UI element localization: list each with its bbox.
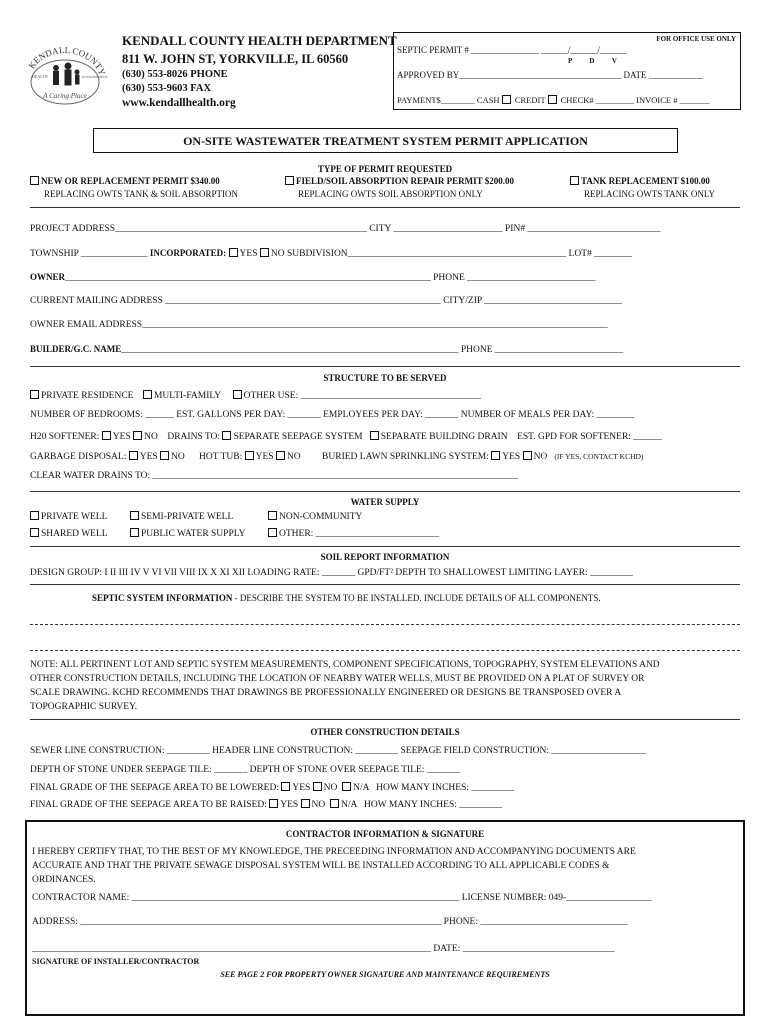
- builder-label: BUILDER/G.C. NAME: [30, 344, 122, 354]
- raised-label: FINAL GRADE OF THE SEEPAGE AREA TO BE RAISED:: [30, 800, 267, 810]
- private-residence-label: PRIVATE RESIDENCE: [41, 391, 134, 401]
- non-community-label: NON-COMMUNITY: [279, 512, 363, 522]
- shared-well-label: SHARED WELL: [41, 529, 108, 539]
- hottub-label: HOT TUB:: [199, 452, 243, 462]
- raised-na-checkbox[interactable]: [330, 799, 339, 808]
- septic-info-instruction: - DESCRIBE THE SYSTEM TO BE INSTALLED. INCLUDE DETAILS OF ALL COMPONENTS.: [232, 593, 601, 603]
- construction-heading: OTHER CONSTRUCTION DETAILS: [310, 727, 460, 737]
- separate-drain-label: SEPARATE BUILDING DRAIN: [380, 432, 508, 442]
- raised-inches-field[interactable]: HOW MANY INCHES: _________: [363, 800, 502, 810]
- certify-line-2: ACCURATE AND THAT THE PRIVATE SEWAGE DISPOSAL SYSTEM WILL BE INSTALLED ACCORDING TO ALL APPLICABLE CODES &: [32, 861, 610, 871]
- softener-no-checkbox[interactable]: [133, 431, 142, 440]
- water-supply-heading: WATER SUPPLY: [350, 497, 420, 507]
- contractor-heading: CONTRACTOR INFORMATION & SIGNATURE: [285, 829, 485, 839]
- project-address-field[interactable]: PROJECT ADDRESS_____________________________________________________ CITY _______________________ PIN# ____________________________: [30, 224, 661, 234]
- subdivision-field[interactable]: SUBDIVISION______________________________________________ LOT# ________: [286, 249, 633, 259]
- raised-yes-checkbox[interactable]: [269, 799, 278, 808]
- township-field[interactable]: TOWNSHIP ______________: [30, 249, 148, 259]
- public-water-label: PUBLIC WATER SUPPLY: [141, 529, 246, 539]
- septic-description-line[interactable]: [30, 624, 740, 625]
- lowered-yes-checkbox[interactable]: [281, 782, 290, 791]
- hottub-yes-checkbox[interactable]: [245, 451, 254, 460]
- tank-permit-label: TANK REPLACEMENT $100.00: [581, 176, 710, 186]
- private-residence-checkbox[interactable]: [30, 390, 39, 399]
- logo-left-text: HEALTH: [32, 74, 48, 79]
- private-well-checkbox[interactable]: [30, 511, 39, 520]
- lowered-no-checkbox[interactable]: [313, 782, 322, 791]
- softener-gpd-field[interactable]: EST. GPD FOR SOFTENER: ______: [517, 432, 662, 442]
- mailing-address-field[interactable]: CURRENT MAILING ADDRESS __________________________________________________________ CITY/ZIP _____________________________: [30, 296, 622, 306]
- no-label: NO: [533, 452, 548, 462]
- structure-heading: STRUCTURE TO BE SERVED: [323, 373, 447, 383]
- see-page-2-note: SEE PAGE 2 FOR PROPERTY OWNER SIGNATURE AND MAINTENANCE REQUIREMENTS: [220, 970, 550, 979]
- lowered-label: FINAL GRADE OF THE SEEPAGE AREA TO BE LOWERED:: [30, 783, 279, 793]
- no-label: NO: [311, 800, 326, 810]
- lowered-inches-field[interactable]: HOW MANY INCHES: _________: [376, 783, 515, 793]
- na-label: N/A: [353, 783, 369, 793]
- tank-permit-desc: REPLACING OWTS TANK ONLY: [584, 189, 715, 199]
- logo-right-text: ENVIRONMENT: [82, 75, 108, 79]
- non-community-checkbox[interactable]: [268, 511, 277, 520]
- contact-note: (IF YES, CONTACT KCHD): [554, 452, 644, 461]
- softener-yes-checkbox[interactable]: [102, 431, 111, 440]
- agency-name: KENDALL COUNTY HEALTH DEPARTMENT: [122, 33, 397, 48]
- new-permit-label: NEW OR REPLACEMENT PERMIT $340.00: [41, 176, 220, 186]
- credit-label: CREDIT: [514, 95, 546, 105]
- line-construction-fields[interactable]: SEWER LINE CONSTRUCTION: _________ HEADER LINE CONSTRUCTION: _________ SEEPAGE FIELD CONSTRUCTION: ____________________: [30, 746, 647, 756]
- new-permit-desc: REPLACING OWTS TANK & SOIL ABSORPTION: [44, 189, 239, 199]
- sprinkler-no-checkbox[interactable]: [523, 451, 532, 460]
- separate-drain-checkbox[interactable]: [370, 431, 379, 440]
- drains-label: DRAINS TO:: [167, 432, 221, 442]
- certify-line-3: ORDINANCES.: [32, 875, 96, 885]
- repair-permit-desc: REPLACING OWTS SOIL ABSORPTION ONLY: [298, 189, 483, 199]
- pdv-labels: P D V: [568, 57, 617, 65]
- clear-water-field[interactable]: CLEAR WATER DRAINS TO: _____________________________________________________________________________: [30, 471, 519, 481]
- divider: [30, 491, 740, 492]
- garbage-label: GARBAGE DISPOSAL:: [30, 452, 127, 462]
- yes-label: YES: [280, 800, 299, 810]
- no-label: NO: [286, 452, 301, 462]
- other-use-field[interactable]: OTHER USE: ______________________________________: [243, 391, 482, 401]
- no-label: NO: [144, 432, 158, 442]
- form-title: ON-SITE WASTEWATER TREATMENT SYSTEM PERMIT APPLICATION: [93, 128, 678, 153]
- soil-heading: SOIL REPORT INFORMATION: [320, 552, 450, 562]
- garbage-yes-checkbox[interactable]: [129, 451, 138, 460]
- owner-field[interactable]: _____________________________________________________________________________ PHONE ___________________________: [65, 273, 596, 283]
- agency-website[interactable]: www.kendallhealth.org: [122, 97, 236, 109]
- garbage-no-checkbox[interactable]: [160, 451, 169, 460]
- credit-checkbox[interactable]: [548, 95, 557, 104]
- check-field[interactable]: CHECK# _________ INVOICE # _______: [560, 95, 710, 105]
- cash-checkbox[interactable]: [502, 95, 511, 104]
- water-other-checkbox[interactable]: [268, 528, 277, 537]
- yes-label: YES: [112, 432, 131, 442]
- semi-private-label: SEMI-PRIVATE WELL: [141, 512, 234, 522]
- bedrooms-line[interactable]: NUMBER OF BEDROOMS: ______ EST. GALLONS PER DAY: _______ EMPLOYEES PER DAY: _______ NUMBER OF MEALS PER DAY: ________: [30, 410, 635, 420]
- builder-field[interactable]: _______________________________________________________________________ PHONE ___________________________: [121, 345, 624, 355]
- divider: [30, 719, 740, 720]
- raised-no-checkbox[interactable]: [301, 799, 310, 808]
- tank-permit-checkbox[interactable]: [570, 176, 579, 185]
- water-other-field[interactable]: OTHER: __________________________: [279, 529, 440, 539]
- incorporated-no-checkbox[interactable]: [260, 248, 269, 257]
- agency-fax: (630) 553-9603 FAX: [122, 83, 212, 94]
- separate-seepage-checkbox[interactable]: [222, 431, 231, 440]
- note-line-1: NOTE: ALL PERTINENT LOT AND SEPTIC SYSTEM MEASUREMENTS, COMPONENT SPECIFICATIONS, TOPOGRAPHY, SYSTEM ELEVATIONS AND: [30, 660, 660, 670]
- owner-email-field[interactable]: OWNER EMAIL ADDRESS__________________________________________________________________________________________________: [30, 320, 608, 330]
- agency-address: 811 W. JOHN ST, YORKVILLE, IL 60560: [122, 52, 349, 66]
- no-label: NO: [270, 249, 285, 259]
- contractor-address-field[interactable]: ADDRESS: ____________________________________________________________________________ PHONE: _______________________________: [32, 917, 628, 927]
- septic-info-heading: SEPTIC SYSTEM INFORMATION: [92, 593, 233, 603]
- county-logo: [22, 36, 108, 106]
- logo-arc-text: KENDALL COUNTY: [26, 44, 108, 77]
- yes-label: YES: [502, 452, 521, 462]
- na-label: N/A: [341, 800, 357, 810]
- note-line-4: TOPOGRAPHIC SURVEY.: [30, 702, 138, 712]
- repair-permit-checkbox[interactable]: [285, 176, 294, 185]
- separate-seepage-label: SEPARATE SEEPAGE SYSTEM: [233, 432, 363, 442]
- agency-phone: (630) 553-8026 PHONE: [122, 69, 228, 80]
- signature-label: SIGNATURE OF INSTALLER/CONTRACTOR: [32, 957, 200, 966]
- softener-label: H20 SOFTENER:: [30, 432, 100, 442]
- sprinkler-label: BURIED LAWN SPRINKLING SYSTEM:: [322, 452, 489, 462]
- divider: [30, 546, 740, 547]
- note-line-2: OTHER CONSTRUCTION DETAILS, INCLUDING THE LOCATION OF NEARBY WATER WELLS, MUST BE PROVIDED ON A PLAT OF SURVEY OR: [30, 674, 645, 684]
- office-use-box: [393, 32, 741, 110]
- divider: [30, 207, 740, 208]
- yes-label: YES: [239, 249, 258, 259]
- incorporated-yes-checkbox[interactable]: [229, 248, 238, 257]
- note-line-3: SCALE DRAWING. KCHD RECOMMENDS THAT DRAWINGS BE PROFESSIONALLY ENGINEERED OR DESIGNS BE TRANSPOSED OVER A: [30, 688, 622, 698]
- private-well-label: PRIVATE WELL: [41, 512, 108, 522]
- no-label: NO: [171, 452, 185, 462]
- sprinkler-yes-checkbox[interactable]: [491, 451, 500, 460]
- certify-line-1: I HEREBY CERTIFY THAT, TO THE BEST OF MY KNOWLEDGE, THE PRECEEDING INFORMATION AND ACCOMPANYING DOCUMENTS ARE: [32, 847, 636, 857]
- septic-permit-field[interactable]: SEPTIC PERMIT # _______________ ______/______/______: [397, 45, 627, 55]
- owner-label: OWNER: [30, 272, 66, 282]
- shared-well-checkbox[interactable]: [30, 528, 39, 537]
- other-use-checkbox[interactable]: [233, 390, 242, 399]
- lowered-na-checkbox[interactable]: [342, 782, 351, 791]
- yes-label: YES: [255, 452, 274, 462]
- hottub-no-checkbox[interactable]: [276, 451, 285, 460]
- payment-field[interactable]: PAYMENT$________ CASH: [397, 95, 500, 105]
- signature-field[interactable]: ____________________________________________________________________________________ DATE: ________________________________: [32, 944, 615, 954]
- public-water-checkbox[interactable]: [130, 528, 139, 537]
- repair-permit-label: FIELD/SOIL ABSORPTION REPAIR PERMIT $200.00: [296, 176, 514, 186]
- new-permit-checkbox[interactable]: [30, 176, 39, 185]
- divider: [30, 584, 740, 585]
- yes-label: YES: [292, 783, 311, 793]
- no-label: NO: [323, 783, 338, 793]
- approved-by-field[interactable]: APPROVED BY____________________________________ DATE ____________: [397, 70, 703, 80]
- divider: [30, 366, 740, 367]
- stone-depth-fields[interactable]: DEPTH OF STONE UNDER SEEPAGE TILE: _______ DEPTH OF STONE OVER SEEPAGE TILE: _______: [30, 765, 461, 775]
- permit-type-heading: TYPE OF PERMIT REQUESTED: [317, 164, 453, 174]
- incorporated-label: INCORPORATED:: [149, 248, 227, 258]
- office-use-label: FOR OFFICE USE ONLY: [656, 35, 736, 43]
- multi-family-checkbox[interactable]: [143, 390, 152, 399]
- septic-description-line[interactable]: [30, 650, 740, 651]
- yes-label: YES: [139, 452, 158, 462]
- semi-private-checkbox[interactable]: [130, 511, 139, 520]
- contractor-name-field[interactable]: CONTRACTOR NAME: _____________________________________________________________________ LICENSE NUMBER: 049-__________________: [32, 893, 652, 903]
- logo-tagline: A Caring Place: [43, 92, 87, 100]
- multi-family-label: MULTI-FAMILY: [153, 391, 221, 401]
- design-group-line[interactable]: DESIGN GROUP: I II III IV V VI VII VIII IX X XI XII LOADING RATE: _______ GPD/FT² DEPTH TO SHALLOWEST LIMITING LAYER: _________: [30, 568, 633, 578]
